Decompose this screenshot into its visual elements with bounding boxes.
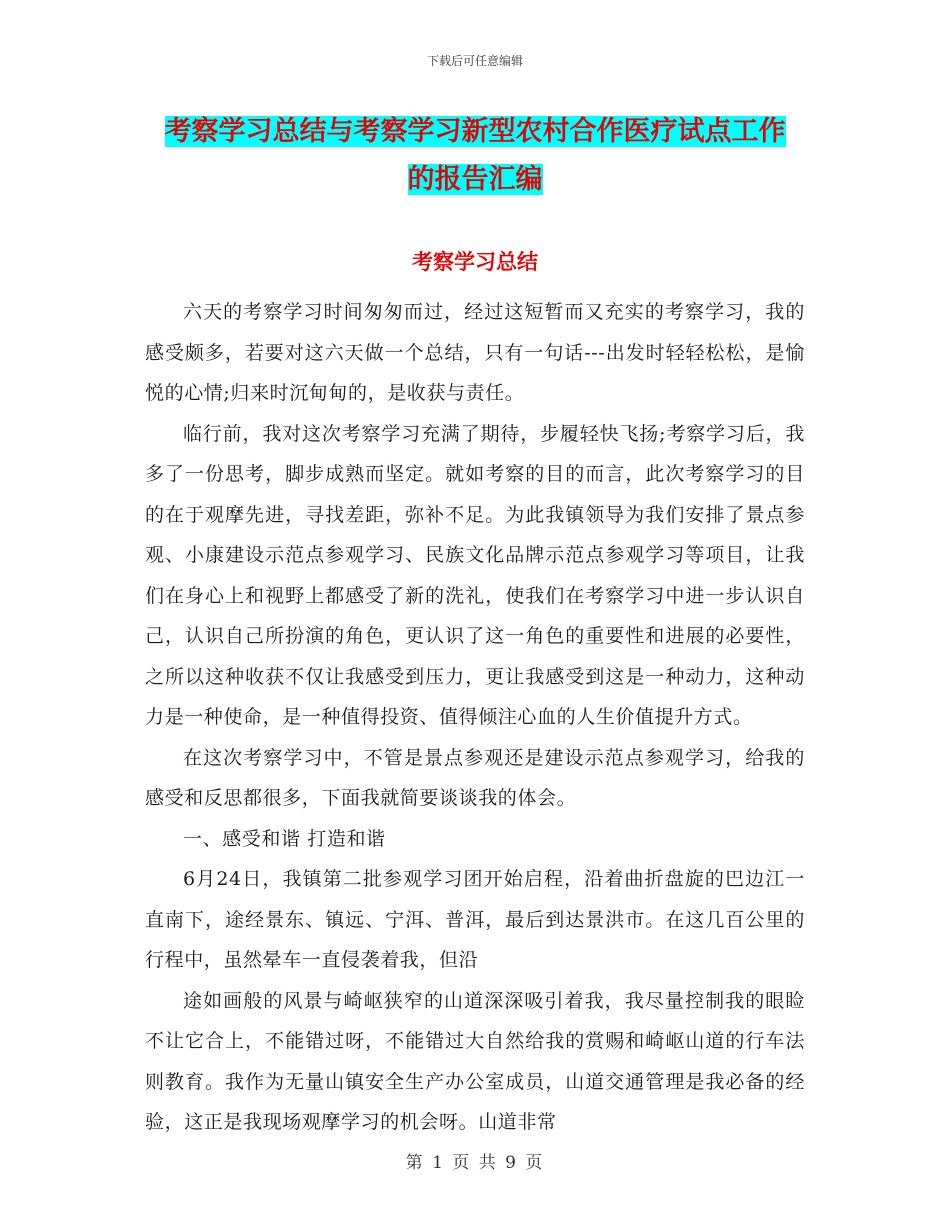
section-title: 考察学习总结 xyxy=(412,250,538,274)
document-title-line-1: 考察学习总结与考察学习新型农村合作医疗试点工作 xyxy=(164,116,786,147)
subheading: 一、感受和谐 打造和谐 xyxy=(183,827,386,850)
page-footer xyxy=(0,1148,950,1173)
footer-middle: 页 共 xyxy=(452,1153,498,1173)
paragraph: 在这次考察学习中，不管是景点参观还是建设示范点参观学习，给我的感受和反思都很多，下面我就简要谈谈我的体会。 xyxy=(145,746,805,809)
footer-suffix: 页 xyxy=(525,1153,545,1173)
footer-prefix: 第 xyxy=(405,1153,425,1173)
header-note: 下载后可任意编辑 xyxy=(426,54,523,68)
body-text xyxy=(145,292,805,1143)
paragraph: 6月24日，我镇第二批参观学习团开始启程，沿着曲折盘旋的巴边江一直南下，途经景东、镇远、宁洱、普洱，最后到达景洪市。在这几百公里的行程中，虽然晕车一直侵袭着我，但沿 xyxy=(145,868,805,971)
paragraph: 六天的考察学习时间匆匆而过，经过这短暂而又充实的考察学习，我的感受颇多，若要对这六天做一个总结，只有一句话---出发时轻轻松松，是愉悦的心情;归来时沉甸甸的，是收获与责任。 xyxy=(145,301,805,404)
paragraph: 途如画般的风景与崎岖狭窄的山道深深吸引着我，我尽量控制我的眼睑不让它合上，不能错过呀，不能错过大自然给我的赏赐和崎岖山道的行车法则教育。我作为无量山镇安全生产办公室成员，山道交通管理是我必备的经验，这正是我现场观摩学习的机会呀。山道非常 xyxy=(145,989,805,1133)
page-number: 1 xyxy=(432,1153,445,1173)
total-pages: 9 xyxy=(505,1153,518,1173)
document-title-line-2: 的报告汇编 xyxy=(407,164,543,195)
paragraph: 临行前，我对这次考察学习充满了期待，步履轻快飞扬;考察学习后，我多了一份思考，脚步成熟而坚定。就如考察的目的而言，此次考察学习的目的在于观摩先进，寻找差距，弥补不足。为此我镇领导为我们安排了景点参观、小康建设示范点参观学习、民族文化品牌示范点参观学习等项目，让我们在身心上和视野上都感受了新的洗礼，使我们在考察学习中进一步认识自己，认识自己所扮演的角色，更认识了这一角色的重要性和进展的必要性，之所以这种收获不仅让我感受到压力，更让我感受到这是一种动力，这种动力是一种使命，是一种值得投资、值得倾注心血的人生价值提升方式。 xyxy=(145,422,805,728)
document-title xyxy=(100,108,850,204)
